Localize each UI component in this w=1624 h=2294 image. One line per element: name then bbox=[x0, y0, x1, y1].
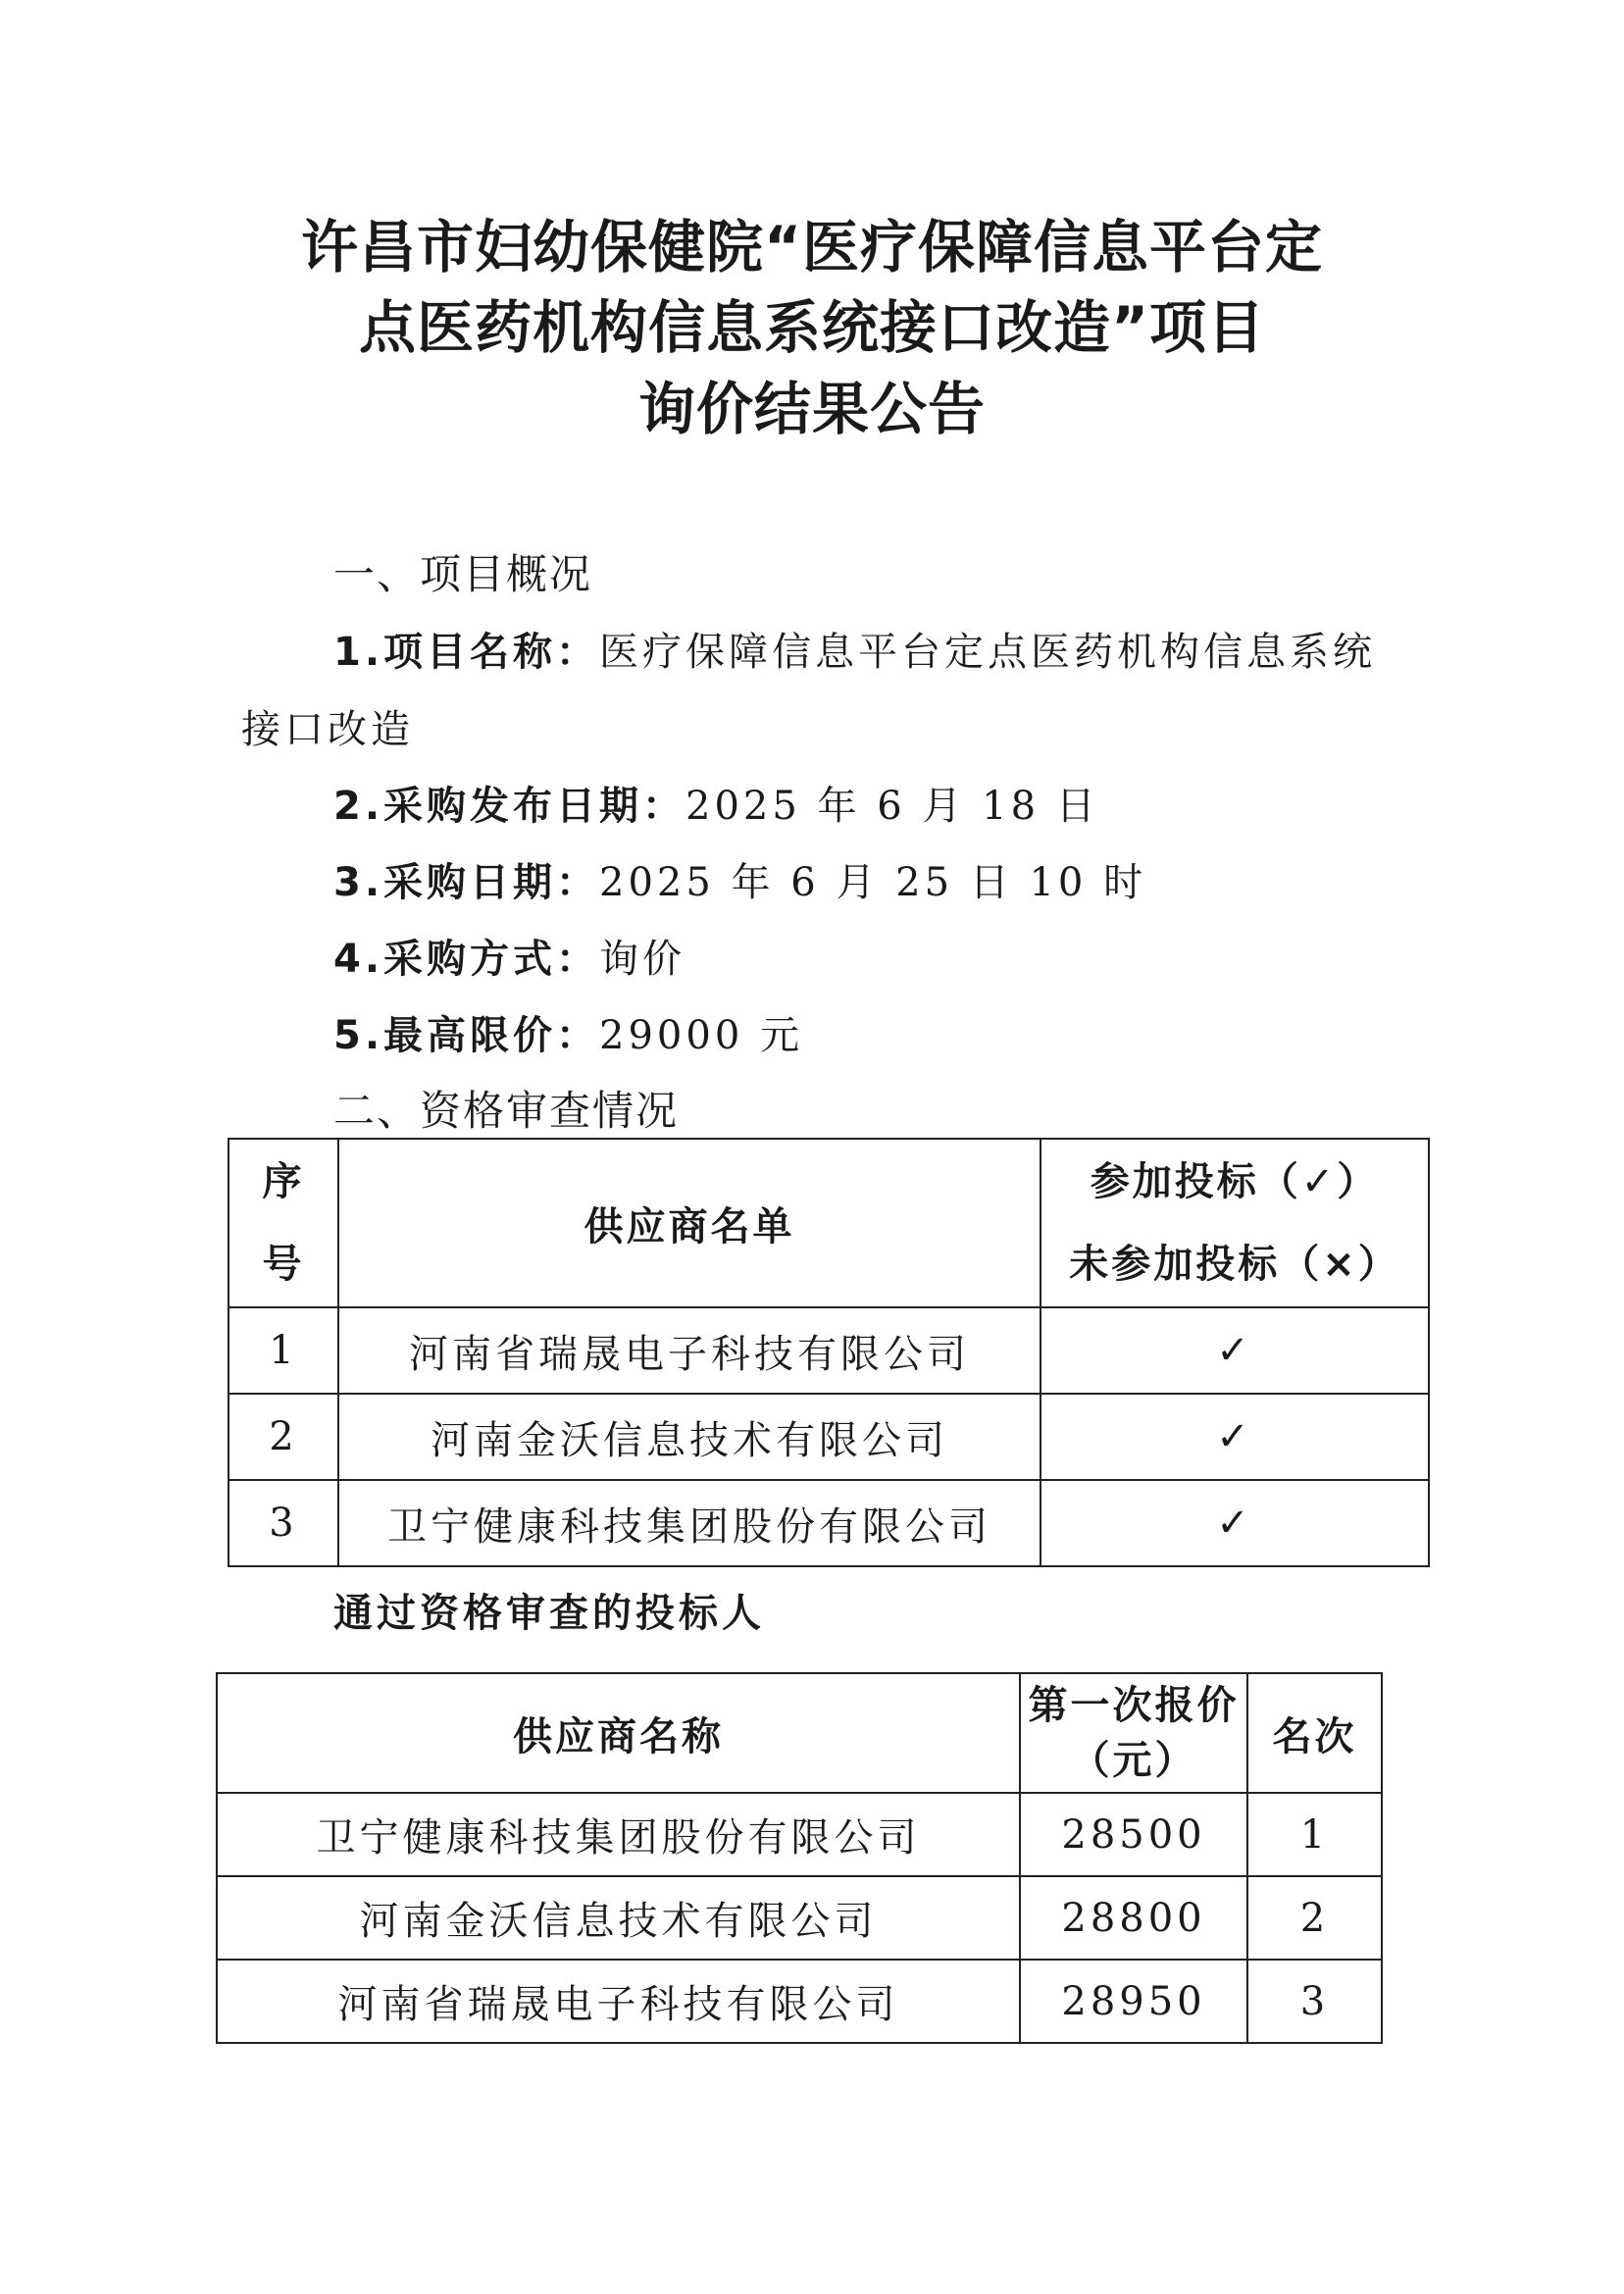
table-header-row bbox=[217, 1673, 1382, 1793]
doc-title-line-3: 询价结果公告 bbox=[637, 376, 986, 442]
item-value: 2025 年 6 月 25 日 10 时 bbox=[599, 860, 1147, 905]
col-attend-header bbox=[1040, 1139, 1429, 1307]
item-max-price bbox=[333, 1004, 803, 1060]
header-text: 序 bbox=[262, 1159, 305, 1204]
item-label: 1.项目名称： bbox=[333, 630, 600, 675]
doc-title-line-1: 许昌市妇幼保健院“医疗保障信息平台定 bbox=[300, 214, 1324, 280]
item-label: 3.采购日期： bbox=[333, 860, 600, 905]
bidders-table bbox=[216, 1672, 1383, 2044]
seq-cell: 1 bbox=[228, 1307, 338, 1394]
col-supplier-header: 供应商名称 bbox=[217, 1673, 1020, 1793]
supplier-cell: 河南金沃信息技术有限公司 bbox=[338, 1394, 1040, 1480]
item-project-name bbox=[333, 621, 1376, 677]
table-row bbox=[228, 1307, 1429, 1394]
item-label: 5.最高限价： bbox=[333, 1013, 600, 1058]
supplier-cell: 河南省瑞晟电子科技有限公司 bbox=[338, 1307, 1040, 1394]
section-2-heading: 二、资格审查情况 bbox=[333, 1087, 680, 1135]
rank-cell: 3 bbox=[1247, 1960, 1382, 2043]
table-row bbox=[217, 1960, 1382, 2043]
table-row bbox=[217, 1876, 1382, 1960]
price-cell: 28950 bbox=[1020, 1960, 1247, 2043]
table-row bbox=[228, 1394, 1429, 1480]
doc-title-line-2: 点医药机构信息系统接口改造”项目 bbox=[358, 294, 1266, 361]
seq-cell: 3 bbox=[228, 1480, 338, 1566]
check-icon: ✓ bbox=[1040, 1394, 1429, 1480]
item-value: 29000 元 bbox=[599, 1013, 803, 1058]
supplier-cell: 卫宁健康科技集团股份有限公司 bbox=[338, 1480, 1040, 1566]
item-label: 2.采购发布日期： bbox=[333, 784, 686, 829]
header-text: 未参加投标（×） bbox=[1069, 1242, 1400, 1287]
header-text: （元） bbox=[1070, 1738, 1197, 1783]
seq-cell: 2 bbox=[228, 1394, 338, 1480]
item-value: 医疗保障信息平台定点医药机构信息系统 bbox=[599, 630, 1377, 675]
col-supplier-header: 供应商名单 bbox=[338, 1139, 1040, 1307]
check-icon: ✓ bbox=[1040, 1307, 1429, 1394]
section-1-heading: 一、项目概况 bbox=[333, 550, 593, 598]
item-procurement-method bbox=[333, 928, 685, 984]
item-publish-date bbox=[333, 775, 1099, 831]
item-value: 询价 bbox=[599, 937, 686, 982]
table-row bbox=[217, 1793, 1382, 1876]
item-label: 4.采购方式： bbox=[333, 937, 600, 982]
table-header-row bbox=[228, 1139, 1429, 1307]
item-value: 2025 年 6 月 18 日 bbox=[685, 784, 1099, 829]
col-seq-header bbox=[228, 1139, 338, 1307]
table-row bbox=[228, 1480, 1429, 1566]
check-icon: ✓ bbox=[1040, 1480, 1429, 1566]
supplier-cell: 卫宁健康科技集团股份有限公司 bbox=[217, 1793, 1020, 1876]
header-text: 号 bbox=[262, 1242, 305, 1287]
price-cell: 28500 bbox=[1020, 1793, 1247, 1876]
col-price-header bbox=[1020, 1673, 1247, 1793]
header-text: 第一次报价 bbox=[1028, 1683, 1240, 1728]
price-cell: 28800 bbox=[1020, 1876, 1247, 1960]
qualification-table bbox=[228, 1138, 1430, 1567]
item-project-name-cont: 接口改造 bbox=[241, 707, 414, 752]
qualified-bidders-heading: 通过资格审查的投标人 bbox=[333, 1591, 765, 1636]
supplier-cell: 河南省瑞晟电子科技有限公司 bbox=[217, 1960, 1020, 2043]
rank-cell: 1 bbox=[1247, 1793, 1382, 1876]
header-text: 参加投标（✓） bbox=[1090, 1159, 1380, 1204]
col-rank-header: 名次 bbox=[1247, 1673, 1382, 1793]
supplier-cell: 河南金沃信息技术有限公司 bbox=[217, 1876, 1020, 1960]
item-procurement-date bbox=[333, 851, 1146, 907]
rank-cell: 2 bbox=[1247, 1876, 1382, 1960]
